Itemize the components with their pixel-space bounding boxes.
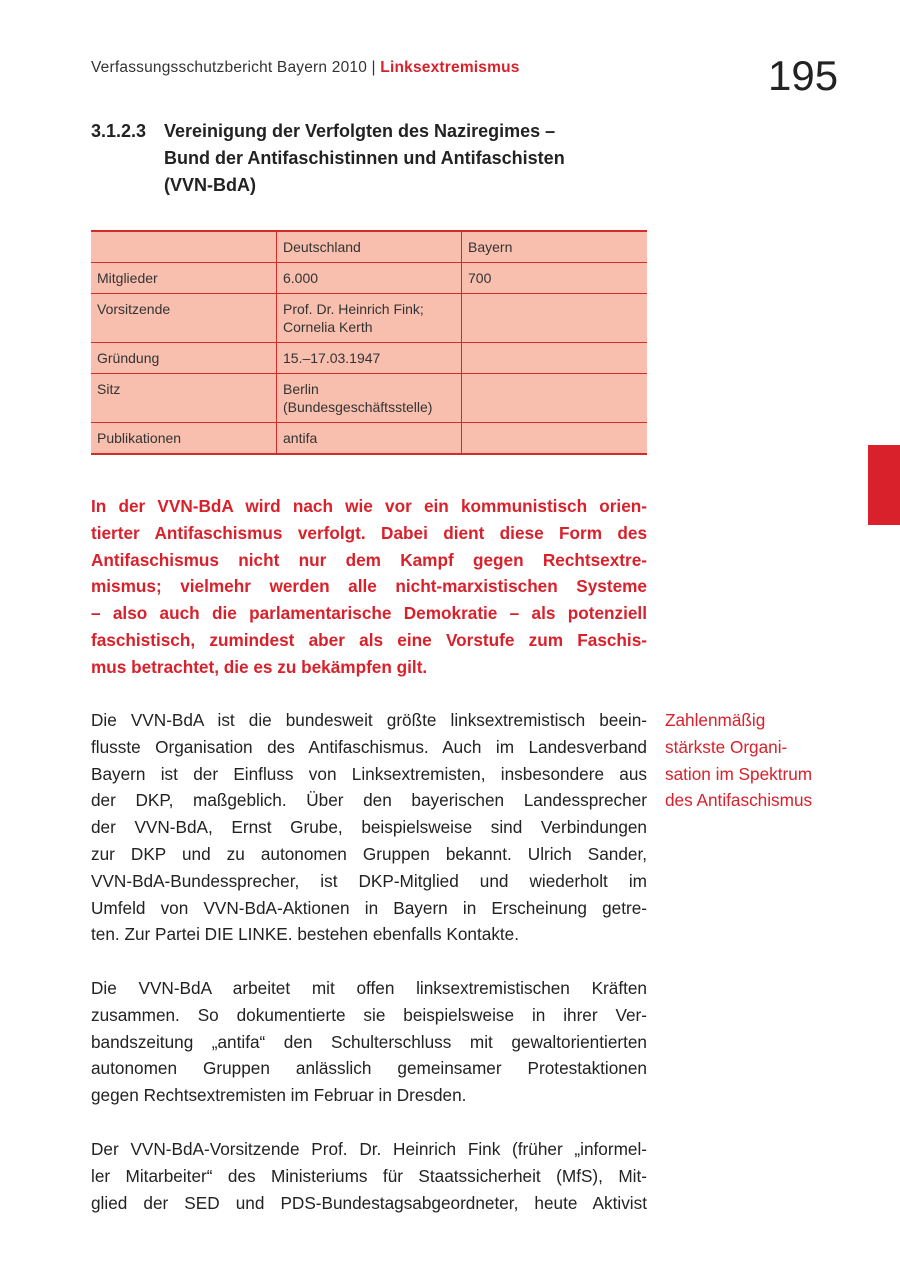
heading-line: (VVN-BdA) — [164, 175, 256, 195]
table-row — [91, 423, 647, 455]
running-header — [91, 59, 520, 77]
chapter-tab-marker — [868, 445, 900, 525]
text-line: Umfeld von VVN-BdA-Aktionen in Bayern in Erscheinung getre- — [91, 897, 647, 918]
row-label: Mitglieder — [91, 263, 277, 294]
cell-bayern — [462, 374, 648, 423]
heading-number: 3.1.2.3 — [91, 121, 147, 141]
cell-deutschland — [277, 374, 462, 423]
text-line: VVN-BdA-Bundessprecher, ist DKP-Mitglied und wiederholt im — [91, 870, 647, 891]
section-heading — [91, 118, 565, 199]
text-line: faschistisch, zumindest aber als eine Vorstufe zum Faschis- — [91, 629, 647, 650]
text-line: Die VVN-BdA arbeitet mit offen linksextremistischen Kräften — [91, 978, 647, 998]
heading-line: Bund der Antifaschistinnen und Antifaschisten — [164, 148, 565, 168]
lead-paragraph — [91, 493, 647, 681]
text-line: zusammen. So dokumentierte sie beispielsweise in ihrer Ver- — [91, 1004, 647, 1025]
table-row — [91, 294, 647, 343]
book-title: Verfassungsschutzbericht Bayern 2010 | — [91, 59, 381, 76]
table-row — [91, 343, 647, 374]
text-line: bandszeitung „antifa“ den Schulterschluss mit gewaltorientierten — [91, 1031, 647, 1052]
body-paragraph — [91, 975, 647, 1109]
margin-note-line: des Antifaschismus — [665, 790, 813, 811]
page-number: 195 — [768, 52, 839, 99]
cell-line: (Bundesgeschäftsstelle) — [283, 399, 433, 415]
cell-bayern — [462, 294, 648, 343]
text-line: flusste Organisation des Antifaschismus. Auch im Landesverband — [91, 736, 647, 757]
heading-line: Vereinigung der Verfolgten des Naziregimes – — [164, 121, 556, 141]
cell-bayern — [462, 343, 648, 374]
table-header-cell — [91, 231, 277, 263]
margin-note — [665, 707, 812, 814]
row-label: Vorsitzende — [91, 294, 277, 343]
text-line: Antifaschismus nicht nur dem Kampf gegen Rechtsextre- — [91, 549, 647, 570]
text-line: der DKP, maßgeblich. Über den bayerischen Landessprecher — [91, 790, 647, 811]
text-line: Die VVN-BdA ist die bundesweit größte linksextremistisch beein- — [91, 710, 647, 730]
body-paragraph — [91, 707, 647, 948]
section-title: Linksextremismus — [380, 59, 520, 76]
cell-bayern — [462, 423, 648, 455]
table-row — [91, 374, 647, 423]
text-line: In der VVN-BdA wird nach wie vor ein kommunistisch orien- — [91, 496, 647, 516]
margin-note-line: Zahlenmäßig — [665, 710, 766, 730]
text-line: ler Mitarbeiter“ des Ministeriums für Staatssicherheit (MfS), Mit- — [91, 1165, 647, 1186]
text-line: Bayern ist der Einfluss von Linksextremisten, insbesondere aus — [91, 763, 647, 784]
text-line: gegen Rechtsextremisten im Februar in Dresden. — [91, 1085, 467, 1106]
organization-facts-table — [91, 230, 647, 455]
margin-note-line: stärkste Organi- — [665, 736, 788, 757]
table-header-cell: Deutschland — [277, 231, 462, 263]
row-label: Publikationen — [91, 423, 277, 455]
cell-bayern: 700 — [462, 263, 648, 294]
cell-deutschland: antifa — [277, 423, 462, 455]
text-line: tierter Antifaschismus verfolgt. Dabei dient diese Form des — [91, 522, 647, 543]
text-line: zur DKP und zu autonomen Gruppen bekannt. Ulrich Sander, — [91, 843, 647, 864]
text-line: mus betrachtet, die es zu bekämpfen gilt. — [91, 656, 428, 677]
cell-line: Prof. Dr. Heinrich Fink; — [283, 301, 424, 317]
table-header-row — [91, 231, 647, 263]
table-header-cell: Bayern — [462, 231, 648, 263]
cell-line: Cornelia Kerth — [283, 319, 373, 335]
table-row — [91, 263, 647, 294]
text-line: der VVN-BdA, Ernst Grube, beispielsweise sind Verbindungen — [91, 817, 647, 838]
body-paragraph — [91, 1136, 647, 1216]
margin-note-line: sation im Spektrum — [665, 763, 813, 784]
row-label: Gründung — [91, 343, 277, 374]
text-line: – also auch die parlamentarische Demokratie – als potenziell — [91, 603, 647, 624]
row-label: Sitz — [91, 374, 277, 423]
text-line: ten. Zur Partei DIE LINKE. bestehen ebenfalls Kontakte. — [91, 924, 520, 945]
text-line: mismus; vielmehr werden alle nicht-marxistischen Systeme — [91, 576, 647, 597]
text-line: Der VVN-BdA-Vorsitzende Prof. Dr. Heinrich Fink (früher „informel- — [91, 1139, 647, 1159]
cell-line: Berlin — [283, 381, 319, 397]
text-line: glied der SED und PDS-Bundestagsabgeordneter, heute Aktivist — [91, 1192, 647, 1213]
cell-deutschland: 6.000 — [277, 263, 462, 294]
cell-deutschland — [277, 294, 462, 343]
text-line: autonomen Gruppen anlässlich gemeinsamer Protestaktionen — [91, 1058, 647, 1079]
cell-deutschland: 15.–17.03.1947 — [277, 343, 462, 374]
